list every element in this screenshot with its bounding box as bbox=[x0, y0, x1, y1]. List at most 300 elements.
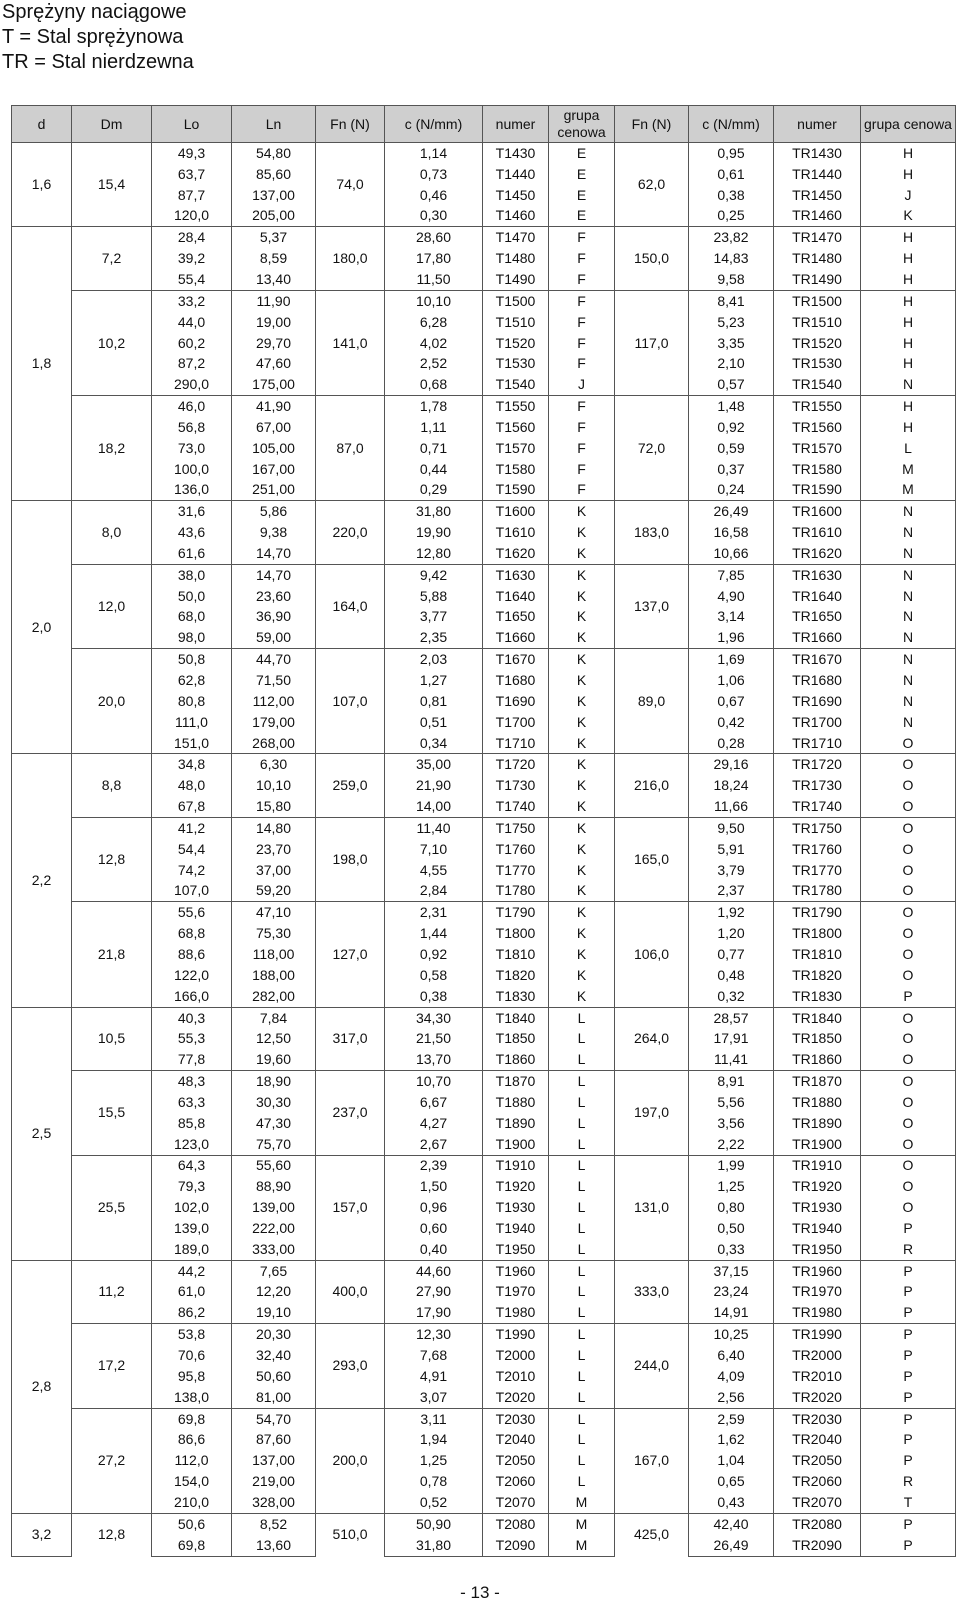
cell-lo: 210,0 bbox=[152, 1492, 232, 1513]
cell-c: 1,78 bbox=[385, 396, 483, 417]
table-row bbox=[12, 248, 956, 269]
cell-ln: 5,86 bbox=[232, 501, 316, 522]
cell-c-tr: 1,20 bbox=[689, 923, 774, 944]
cell-numer-tr: TR1580 bbox=[774, 459, 861, 480]
cell-numer-tr: TR1510 bbox=[774, 312, 861, 333]
cell-c: 10,70 bbox=[385, 1071, 483, 1092]
col-numer-tr: numer bbox=[774, 106, 861, 143]
cell-lo: 50,0 bbox=[152, 586, 232, 607]
cell-c: 11,40 bbox=[385, 818, 483, 839]
cell-numer: T1880 bbox=[483, 1092, 549, 1113]
cell-numer: T2030 bbox=[483, 1408, 549, 1429]
table-row bbox=[12, 965, 956, 986]
heading-line-2: T = Stal sprężynowa bbox=[2, 26, 184, 48]
cell-ln: 5,37 bbox=[232, 227, 316, 248]
cell-numer: T1900 bbox=[483, 1134, 549, 1155]
cell-grupa-tr: O bbox=[861, 881, 956, 902]
cell-c-tr: 42,40 bbox=[689, 1513, 774, 1534]
cell-ln: 30,30 bbox=[232, 1092, 316, 1113]
cell-grupa: K bbox=[549, 691, 615, 712]
cell-fn: 127,0 bbox=[316, 902, 385, 1007]
cell-grupa: L bbox=[549, 1155, 615, 1176]
col-fn: Fn (N) bbox=[316, 106, 385, 143]
cell-grupa-tr: O bbox=[861, 754, 956, 775]
cell-lo: 34,8 bbox=[152, 754, 232, 775]
cell-grupa: L bbox=[549, 1113, 615, 1134]
cell-numer-tr: TR1630 bbox=[774, 564, 861, 585]
cell-c-tr: 0,25 bbox=[689, 206, 774, 227]
cell-numer-tr: TR1430 bbox=[774, 143, 861, 164]
cell-c: 0,30 bbox=[385, 206, 483, 227]
cell-ln: 167,00 bbox=[232, 459, 316, 480]
cell-fn-tr: 117,0 bbox=[615, 290, 689, 395]
cell-ln: 18,90 bbox=[232, 1071, 316, 1092]
cell-numer-tr: TR1710 bbox=[774, 733, 861, 754]
col-c: c (N/mm) bbox=[385, 106, 483, 143]
cell-c-tr: 9,58 bbox=[689, 269, 774, 290]
cell-c-tr: 29,16 bbox=[689, 754, 774, 775]
cell-fn: 259,0 bbox=[316, 754, 385, 818]
cell-grupa: E bbox=[549, 185, 615, 206]
cell-c: 12,80 bbox=[385, 543, 483, 564]
cell-ln: 268,00 bbox=[232, 733, 316, 754]
cell-c: 1,14 bbox=[385, 143, 483, 164]
cell-grupa: K bbox=[549, 522, 615, 543]
cell-grupa-tr: J bbox=[861, 185, 956, 206]
cell-lo: 54,4 bbox=[152, 839, 232, 860]
cell-c: 0,46 bbox=[385, 185, 483, 206]
cell-grupa: F bbox=[549, 438, 615, 459]
cell-fn: 237,0 bbox=[316, 1071, 385, 1155]
table-row bbox=[12, 459, 956, 480]
table-row bbox=[12, 1113, 956, 1134]
cell-lo: 48,0 bbox=[152, 775, 232, 796]
cell-fn: 87,0 bbox=[316, 396, 385, 501]
table-row bbox=[12, 1366, 956, 1387]
cell-c-tr: 23,24 bbox=[689, 1282, 774, 1303]
cell-lo: 136,0 bbox=[152, 480, 232, 501]
cell-numer: T1430 bbox=[483, 143, 549, 164]
cell-fn-tr: 167,0 bbox=[615, 1408, 689, 1513]
cell-lo: 61,0 bbox=[152, 1282, 232, 1303]
cell-ln: 112,00 bbox=[232, 691, 316, 712]
cell-fn-tr: 216,0 bbox=[615, 754, 689, 818]
cell-numer: T1680 bbox=[483, 670, 549, 691]
cell-grupa-tr: P bbox=[861, 1324, 956, 1345]
cell-numer-tr: TR1550 bbox=[774, 396, 861, 417]
cell-grupa-tr: N bbox=[861, 649, 956, 670]
cell-ln: 87,60 bbox=[232, 1429, 316, 1450]
table-row bbox=[12, 1197, 956, 1218]
cell-numer: T1770 bbox=[483, 860, 549, 881]
cell-dm: 12,8 bbox=[72, 818, 152, 902]
cell-ln: 88,90 bbox=[232, 1176, 316, 1197]
cell-numer: T1470 bbox=[483, 227, 549, 248]
cell-ln: 41,90 bbox=[232, 396, 316, 417]
table-row bbox=[12, 1092, 956, 1113]
cell-grupa: K bbox=[549, 986, 615, 1007]
table-row bbox=[12, 1513, 956, 1534]
cell-ln: 50,60 bbox=[232, 1366, 316, 1387]
cell-numer-tr: TR2080 bbox=[774, 1513, 861, 1534]
table-row bbox=[12, 754, 956, 775]
col-fn-tr: Fn (N) bbox=[615, 106, 689, 143]
table-row bbox=[12, 143, 956, 164]
table-row bbox=[12, 522, 956, 543]
cell-grupa-tr: H bbox=[861, 333, 956, 354]
cell-c: 1,94 bbox=[385, 1429, 483, 1450]
table-row bbox=[12, 374, 956, 395]
table-body bbox=[12, 143, 956, 1557]
cell-c-tr: 10,25 bbox=[689, 1324, 774, 1345]
table-row bbox=[12, 438, 956, 459]
cell-fn-tr: 72,0 bbox=[615, 396, 689, 501]
cell-ln: 37,00 bbox=[232, 860, 316, 881]
cell-grupa-tr: O bbox=[861, 1176, 956, 1197]
cell-c: 3,11 bbox=[385, 1408, 483, 1429]
cell-numer-tr: TR1570 bbox=[774, 438, 861, 459]
cell-c-tr: 1,62 bbox=[689, 1429, 774, 1450]
cell-grupa-tr: O bbox=[861, 1007, 956, 1028]
cell-lo: 102,0 bbox=[152, 1197, 232, 1218]
cell-lo: 55,4 bbox=[152, 269, 232, 290]
cell-c-tr: 26,49 bbox=[689, 501, 774, 522]
cell-ln: 137,00 bbox=[232, 1450, 316, 1471]
cell-c-tr: 0,50 bbox=[689, 1218, 774, 1239]
cell-grupa: K bbox=[549, 586, 615, 607]
cell-numer: T1760 bbox=[483, 839, 549, 860]
cell-numer-tr: TR1600 bbox=[774, 501, 861, 522]
cell-c: 17,90 bbox=[385, 1302, 483, 1323]
cell-grupa: K bbox=[549, 712, 615, 733]
cell-c-tr: 2,10 bbox=[689, 353, 774, 374]
cell-c-tr: 8,91 bbox=[689, 1071, 774, 1092]
cell-grupa: K bbox=[549, 818, 615, 839]
cell-numer-tr: TR1990 bbox=[774, 1324, 861, 1345]
cell-ln: 23,60 bbox=[232, 586, 316, 607]
cell-numer: T1490 bbox=[483, 269, 549, 290]
cell-c-tr: 2,37 bbox=[689, 881, 774, 902]
cell-lo: 43,6 bbox=[152, 522, 232, 543]
cell-lo: 86,6 bbox=[152, 1429, 232, 1450]
cell-c-tr: 0,37 bbox=[689, 459, 774, 480]
cell-c-tr: 14,91 bbox=[689, 1302, 774, 1323]
cell-c: 0,29 bbox=[385, 480, 483, 501]
cell-numer-tr: TR2010 bbox=[774, 1366, 861, 1387]
cell-lo: 87,7 bbox=[152, 185, 232, 206]
cell-numer-tr: TR1540 bbox=[774, 374, 861, 395]
cell-c-tr: 0,59 bbox=[689, 438, 774, 459]
cell-d: 2,5 bbox=[12, 1007, 72, 1260]
cell-c: 0,78 bbox=[385, 1471, 483, 1492]
cell-numer-tr: TR1890 bbox=[774, 1113, 861, 1134]
cell-lo: 55,3 bbox=[152, 1028, 232, 1049]
cell-c: 6,67 bbox=[385, 1092, 483, 1113]
cell-dm: 11,2 bbox=[72, 1260, 152, 1324]
col-dm: Dm bbox=[72, 106, 152, 143]
cell-grupa: L bbox=[549, 1345, 615, 1366]
cell-numer: T1480 bbox=[483, 248, 549, 269]
cell-numer: T2070 bbox=[483, 1492, 549, 1513]
heading-line-3: TR = Stal nierdzewna bbox=[2, 51, 194, 73]
cell-lo: 100,0 bbox=[152, 459, 232, 480]
table-row bbox=[12, 1387, 956, 1408]
cell-numer-tr: TR1940 bbox=[774, 1218, 861, 1239]
cell-grupa-tr: N bbox=[861, 712, 956, 733]
cell-grupa: K bbox=[549, 543, 615, 564]
cell-dm: 7,2 bbox=[72, 227, 152, 291]
cell-c-tr: 1,69 bbox=[689, 649, 774, 670]
cell-ln: 54,80 bbox=[232, 143, 316, 164]
cell-ln: 10,10 bbox=[232, 775, 316, 796]
cell-grupa-tr: N bbox=[861, 564, 956, 585]
cell-lo: 44,2 bbox=[152, 1260, 232, 1281]
cell-numer-tr: TR1730 bbox=[774, 775, 861, 796]
table-row bbox=[12, 480, 956, 501]
cell-grupa: F bbox=[549, 248, 615, 269]
cell-c: 3,77 bbox=[385, 607, 483, 628]
cell-grupa-tr: O bbox=[861, 1197, 956, 1218]
cell-dm: 17,2 bbox=[72, 1324, 152, 1408]
cell-d: 2,0 bbox=[12, 501, 72, 754]
cell-c: 13,70 bbox=[385, 1049, 483, 1070]
cell-lo: 123,0 bbox=[152, 1134, 232, 1155]
table-row bbox=[12, 586, 956, 607]
cell-dm: 12,8 bbox=[72, 1513, 152, 1556]
cell-c: 0,58 bbox=[385, 965, 483, 986]
cell-lo: 64,3 bbox=[152, 1155, 232, 1176]
cell-dm: 12,0 bbox=[72, 564, 152, 648]
cell-lo: 61,6 bbox=[152, 543, 232, 564]
cell-grupa: E bbox=[549, 143, 615, 164]
cell-lo: 112,0 bbox=[152, 1450, 232, 1471]
cell-numer: T1750 bbox=[483, 818, 549, 839]
cell-grupa: F bbox=[549, 480, 615, 501]
table-row bbox=[12, 1408, 956, 1429]
cell-fn-tr: 244,0 bbox=[615, 1324, 689, 1408]
cell-c-tr: 3,79 bbox=[689, 860, 774, 881]
cell-ln: 44,70 bbox=[232, 649, 316, 670]
cell-numer-tr: TR1930 bbox=[774, 1197, 861, 1218]
cell-c: 0,51 bbox=[385, 712, 483, 733]
table-row bbox=[12, 185, 956, 206]
cell-grupa: F bbox=[549, 417, 615, 438]
cell-numer-tr: TR1760 bbox=[774, 839, 861, 860]
table-row bbox=[12, 353, 956, 374]
cell-numer-tr: TR1860 bbox=[774, 1049, 861, 1070]
heading-line-1: Sprężyny naciągowe bbox=[2, 1, 187, 23]
cell-dm: 20,0 bbox=[72, 649, 152, 754]
cell-numer: T1960 bbox=[483, 1260, 549, 1281]
header-row bbox=[12, 106, 956, 143]
cell-numer-tr: TR1610 bbox=[774, 522, 861, 543]
cell-numer: T2010 bbox=[483, 1366, 549, 1387]
cell-fn-tr: 183,0 bbox=[615, 501, 689, 565]
cell-numer-tr: TR1900 bbox=[774, 1134, 861, 1155]
table-row bbox=[12, 1176, 956, 1197]
cell-numer: T1570 bbox=[483, 438, 549, 459]
cell-c: 2,35 bbox=[385, 627, 483, 648]
cell-grupa-tr: K bbox=[861, 206, 956, 227]
cell-ln: 59,00 bbox=[232, 627, 316, 648]
cell-numer-tr: TR2030 bbox=[774, 1408, 861, 1429]
cell-grupa: E bbox=[549, 206, 615, 227]
cell-c: 7,68 bbox=[385, 1345, 483, 1366]
cell-grupa: K bbox=[549, 754, 615, 775]
cell-ln: 179,00 bbox=[232, 712, 316, 733]
cell-numer: T1700 bbox=[483, 712, 549, 733]
cell-c: 0,44 bbox=[385, 459, 483, 480]
spring-table bbox=[11, 105, 956, 1557]
cell-ln: 13,40 bbox=[232, 269, 316, 290]
col-grupa-tr: grupa cenowa bbox=[861, 106, 956, 143]
cell-d: 2,8 bbox=[12, 1260, 72, 1513]
cell-numer-tr: TR1810 bbox=[774, 944, 861, 965]
cell-c-tr: 1,48 bbox=[689, 396, 774, 417]
cell-ln: 47,30 bbox=[232, 1113, 316, 1134]
cell-numer: T1980 bbox=[483, 1302, 549, 1323]
cell-lo: 41,2 bbox=[152, 818, 232, 839]
cell-c-tr: 0,65 bbox=[689, 1471, 774, 1492]
cell-c: 14,00 bbox=[385, 796, 483, 817]
cell-numer: T1810 bbox=[483, 944, 549, 965]
cell-lo: 111,0 bbox=[152, 712, 232, 733]
cell-c: 5,88 bbox=[385, 586, 483, 607]
cell-numer-tr: TR1490 bbox=[774, 269, 861, 290]
cell-grupa: M bbox=[549, 1535, 615, 1556]
cell-grupa-tr: O bbox=[861, 944, 956, 965]
cell-ln: 85,60 bbox=[232, 164, 316, 185]
cell-grupa: L bbox=[549, 1429, 615, 1450]
cell-numer: T1560 bbox=[483, 417, 549, 438]
cell-lo: 73,0 bbox=[152, 438, 232, 459]
cell-grupa-tr: H bbox=[861, 227, 956, 248]
cell-lo: 44,0 bbox=[152, 312, 232, 333]
cell-grupa-tr: N bbox=[861, 670, 956, 691]
table-row bbox=[12, 649, 956, 670]
cell-grupa: K bbox=[549, 733, 615, 754]
cell-c-tr: 5,23 bbox=[689, 312, 774, 333]
cell-lo: 55,6 bbox=[152, 902, 232, 923]
cell-numer-tr: TR1460 bbox=[774, 206, 861, 227]
cell-lo: 53,8 bbox=[152, 1324, 232, 1345]
cell-grupa: K bbox=[549, 775, 615, 796]
cell-c-tr: 4,09 bbox=[689, 1366, 774, 1387]
cell-fn-tr: 150,0 bbox=[615, 227, 689, 291]
cell-c: 28,60 bbox=[385, 227, 483, 248]
cell-grupa-tr: N bbox=[861, 627, 956, 648]
cell-c-tr: 0,80 bbox=[689, 1197, 774, 1218]
cell-c-tr: 3,14 bbox=[689, 607, 774, 628]
cell-numer-tr: TR1440 bbox=[774, 164, 861, 185]
cell-ln: 54,70 bbox=[232, 1408, 316, 1429]
cell-grupa-tr: T bbox=[861, 1492, 956, 1513]
cell-fn-tr: 425,0 bbox=[615, 1513, 689, 1556]
table-row bbox=[12, 923, 956, 944]
cell-numer-tr: TR1620 bbox=[774, 543, 861, 564]
cell-numer: T1720 bbox=[483, 754, 549, 775]
cell-c: 21,50 bbox=[385, 1028, 483, 1049]
cell-lo: 290,0 bbox=[152, 374, 232, 395]
cell-grupa-tr: P bbox=[861, 1450, 956, 1471]
cell-c: 0,60 bbox=[385, 1218, 483, 1239]
cell-numer: T1890 bbox=[483, 1113, 549, 1134]
cell-grupa: K bbox=[549, 839, 615, 860]
cell-numer-tr: TR1780 bbox=[774, 881, 861, 902]
cell-lo: 166,0 bbox=[152, 986, 232, 1007]
cell-numer-tr: TR1470 bbox=[774, 227, 861, 248]
cell-numer-tr: TR1480 bbox=[774, 248, 861, 269]
cell-grupa: E bbox=[549, 164, 615, 185]
cell-lo: 69,8 bbox=[152, 1408, 232, 1429]
col-d: d bbox=[12, 106, 72, 143]
table-row bbox=[12, 290, 956, 311]
cell-numer: T2060 bbox=[483, 1471, 549, 1492]
table-row bbox=[12, 543, 956, 564]
cell-fn: 400,0 bbox=[316, 1260, 385, 1324]
cell-grupa: L bbox=[549, 1197, 615, 1218]
cell-lo: 38,0 bbox=[152, 564, 232, 585]
cell-ln: 7,65 bbox=[232, 1260, 316, 1281]
cell-ln: 14,80 bbox=[232, 818, 316, 839]
cell-grupa-tr: P bbox=[861, 1302, 956, 1323]
cell-grupa: K bbox=[549, 649, 615, 670]
cell-grupa-tr: N bbox=[861, 543, 956, 564]
cell-c: 0,81 bbox=[385, 691, 483, 712]
page-number: - 13 - bbox=[460, 1583, 500, 1602]
cell-fn: 510,0 bbox=[316, 1513, 385, 1556]
cell-numer-tr: TR1970 bbox=[774, 1282, 861, 1303]
cell-c: 1,44 bbox=[385, 923, 483, 944]
col-ln: Ln bbox=[232, 106, 316, 143]
table-row bbox=[12, 944, 956, 965]
cell-numer: T1820 bbox=[483, 965, 549, 986]
table-row bbox=[12, 881, 956, 902]
cell-c-tr: 0,77 bbox=[689, 944, 774, 965]
cell-lo: 63,3 bbox=[152, 1092, 232, 1113]
cell-numer: T1510 bbox=[483, 312, 549, 333]
table-row bbox=[12, 818, 956, 839]
cell-grupa: L bbox=[549, 1092, 615, 1113]
cell-grupa: L bbox=[549, 1324, 615, 1345]
cell-grupa: J bbox=[549, 374, 615, 395]
cell-grupa: K bbox=[549, 501, 615, 522]
table-row bbox=[12, 691, 956, 712]
cell-grupa: L bbox=[549, 1071, 615, 1092]
cell-ln: 6,30 bbox=[232, 754, 316, 775]
cell-numer: T1830 bbox=[483, 986, 549, 1007]
cell-numer: T1620 bbox=[483, 543, 549, 564]
cell-c: 7,10 bbox=[385, 839, 483, 860]
cell-ln: 251,00 bbox=[232, 480, 316, 501]
cell-numer-tr: TR1840 bbox=[774, 1007, 861, 1028]
cell-grupa-tr: P bbox=[861, 1408, 956, 1429]
cell-ln: 67,00 bbox=[232, 417, 316, 438]
cell-numer-tr: TR1560 bbox=[774, 417, 861, 438]
cell-c: 0,52 bbox=[385, 1492, 483, 1513]
cell-grupa: L bbox=[549, 1471, 615, 1492]
cell-c: 1,50 bbox=[385, 1176, 483, 1197]
cell-lo: 138,0 bbox=[152, 1387, 232, 1408]
cell-grupa: L bbox=[549, 1028, 615, 1049]
cell-numer-tr: TR2000 bbox=[774, 1345, 861, 1366]
cell-c-tr: 0,57 bbox=[689, 374, 774, 395]
cell-lo: 49,3 bbox=[152, 143, 232, 164]
cell-grupa-tr: P bbox=[861, 1535, 956, 1556]
cell-lo: 77,8 bbox=[152, 1049, 232, 1070]
cell-numer: T1730 bbox=[483, 775, 549, 796]
cell-fn: 107,0 bbox=[316, 649, 385, 754]
